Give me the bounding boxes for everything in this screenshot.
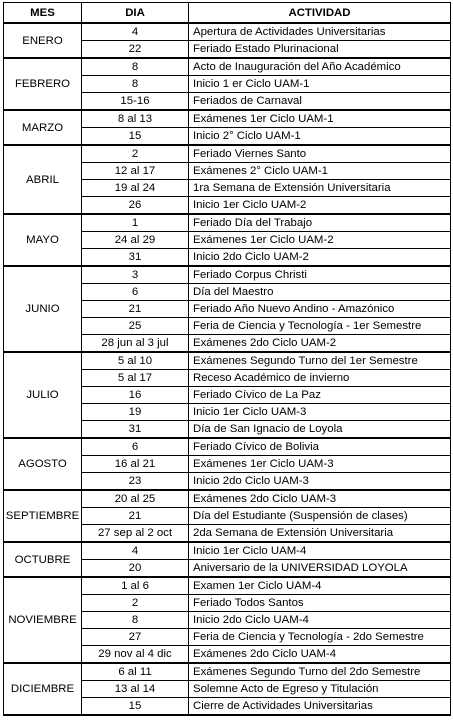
month-name: SEPTIEMBRE [4, 490, 82, 542]
day-cell: 6 [82, 284, 189, 301]
day-cell: 21 [82, 301, 189, 318]
day-cell: 15 [82, 128, 189, 146]
day-cell: 5 al 10 [82, 352, 189, 370]
table-row [4, 438, 451, 456]
day-cell: 6 al 11 [82, 663, 189, 681]
activity-cell: Apertura de Actividades Universitarias [189, 23, 451, 41]
header-row [4, 3, 451, 24]
day-cell: 20 al 25 [82, 490, 189, 508]
activity-cell: Exámenes Segundo Turno del 1er Semestre [189, 352, 451, 370]
day-cell: 20 [82, 560, 189, 578]
month-name: OCTUBRE [4, 542, 82, 577]
month-name: NOVIEMBRE [4, 577, 82, 663]
day-cell: 16 [82, 387, 189, 404]
day-cell: 16 al 21 [82, 456, 189, 473]
activity-cell: Feriado Corpus Christi [189, 266, 451, 284]
activity-cell: Exámenes Segundo Turno del 2do Semestre [189, 663, 451, 681]
activity-cell: Exámenes 1er Ciclo UAM-1 [189, 110, 451, 128]
day-cell: 15-16 [82, 93, 189, 111]
table-row [4, 577, 451, 595]
month-name: JULIO [4, 352, 82, 438]
activity-cell: Feriados de Carnaval [189, 93, 451, 111]
calendar-body [4, 23, 451, 715]
table-row [4, 145, 451, 163]
day-cell: 1 al 6 [82, 577, 189, 595]
activity-cell: Inicio 1er Ciclo UAM-2 [189, 197, 451, 215]
day-cell: 8 [82, 76, 189, 93]
day-cell: 8 [82, 612, 189, 629]
day-cell: 6 [82, 438, 189, 456]
day-cell: 8 [82, 58, 189, 76]
header-dia: DIA [82, 3, 189, 24]
activity-cell: Inicio 2° Ciclo UAM-1 [189, 128, 451, 146]
activity-cell: Cierre de Actividades Universitarias [189, 698, 451, 716]
activity-cell: Inicio 2do Ciclo UAM-2 [189, 249, 451, 267]
month-name: JUNIO [4, 266, 82, 352]
day-cell: 22 [82, 41, 189, 59]
activity-cell: Receso Académico de invierno [189, 370, 451, 387]
activity-cell: Feriado Todos Santos [189, 595, 451, 612]
header-actividad: ACTIVIDAD [189, 3, 451, 24]
activity-cell: Día de San Ignacio de Loyola [189, 421, 451, 439]
day-cell: 25 [82, 318, 189, 335]
activity-cell: Aniversario de la UNIVERSIDAD LOYOLA [189, 560, 451, 578]
day-cell: 5 al 17 [82, 370, 189, 387]
day-cell: 4 [82, 23, 189, 41]
activity-cell: Inicio 2do Ciclo UAM-4 [189, 612, 451, 629]
activity-cell: Examen 1er Ciclo UAM-4 [189, 577, 451, 595]
table-row [4, 214, 451, 232]
day-cell: 21 [82, 508, 189, 525]
month-name: ENERO [4, 23, 82, 58]
activity-cell: Feriado Estado Plurinacional [189, 41, 451, 59]
table-row [4, 490, 451, 508]
activity-cell: Solemne Acto de Egreso y Titulación [189, 681, 451, 698]
table-row [4, 663, 451, 681]
day-cell: 27 [82, 629, 189, 646]
day-cell: 27 sep al 2 oct [82, 525, 189, 543]
table-row [4, 110, 451, 128]
day-cell: 19 al 24 [82, 180, 189, 197]
day-cell: 8 al 13 [82, 110, 189, 128]
activity-cell: Exámenes 1er Ciclo UAM-2 [189, 232, 451, 249]
day-cell: 26 [82, 197, 189, 215]
month-name: FEBRERO [4, 58, 82, 110]
table-row [4, 58, 451, 76]
activity-cell: Feria de Ciencia y Tecnología - 2do Semestre [189, 629, 451, 646]
month-name: ABRIL [4, 145, 82, 214]
day-cell: 2 [82, 145, 189, 163]
activity-cell: Feria de Ciencia y Tecnología - 1er Semestre [189, 318, 451, 335]
month-name: DICIEMBRE [4, 663, 82, 715]
month-name: MAYO [4, 214, 82, 266]
activity-cell: Feriado Cívico de La Paz [189, 387, 451, 404]
header-mes: MES [4, 3, 82, 24]
activity-cell: 2da Semana de Extensión Universitaria [189, 525, 451, 543]
day-cell: 4 [82, 542, 189, 560]
activity-cell: Inicio 2do Ciclo UAM-3 [189, 473, 451, 491]
day-cell: 15 [82, 698, 189, 716]
table-row [4, 352, 451, 370]
activity-cell: Exámenes 1er Ciclo UAM-3 [189, 456, 451, 473]
activity-cell: Inicio 1 er Ciclo UAM-1 [189, 76, 451, 93]
academic-calendar-table [3, 2, 451, 716]
activity-cell: Inicio 1er Ciclo UAM-3 [189, 404, 451, 421]
activity-cell: Feriado Año Nuevo Andino - Amazónico [189, 301, 451, 318]
table-row [4, 23, 451, 41]
activity-cell: Inicio 1er Ciclo UAM-4 [189, 542, 451, 560]
day-cell: 2 [82, 595, 189, 612]
day-cell: 29 nov al 4 dic [82, 646, 189, 664]
table-row [4, 542, 451, 560]
day-cell: 3 [82, 266, 189, 284]
activity-cell: Exámenes 2do Ciclo UAM-3 [189, 490, 451, 508]
day-cell: 23 [82, 473, 189, 491]
month-name: AGOSTO [4, 438, 82, 490]
activity-cell: Exámenes 2do Ciclo UAM-2 [189, 335, 451, 353]
activity-cell: Exámenes 2° Ciclo UAM-1 [189, 163, 451, 180]
activity-cell: Acto de Inauguración del Año Académico [189, 58, 451, 76]
activity-cell: Día del Maestro [189, 284, 451, 301]
activity-cell: Feriado Día del Trabajo [189, 214, 451, 232]
month-name: MARZO [4, 110, 82, 145]
activity-cell: 1ra Semana de Extensión Universitaria [189, 180, 451, 197]
day-cell: 28 jun al 3 jul [82, 335, 189, 353]
day-cell: 12 al 17 [82, 163, 189, 180]
day-cell: 13 al 14 [82, 681, 189, 698]
day-cell: 24 al 29 [82, 232, 189, 249]
activity-cell: Exámenes 2do Ciclo UAM-4 [189, 646, 451, 664]
table-row [4, 266, 451, 284]
day-cell: 31 [82, 249, 189, 267]
day-cell: 31 [82, 421, 189, 439]
activity-cell: Feriado Viernes Santo [189, 145, 451, 163]
day-cell: 19 [82, 404, 189, 421]
activity-cell: Feriado Cívico de Bolivia [189, 438, 451, 456]
day-cell: 1 [82, 214, 189, 232]
activity-cell: Día del Estudiante (Suspensión de clases) [189, 508, 451, 525]
